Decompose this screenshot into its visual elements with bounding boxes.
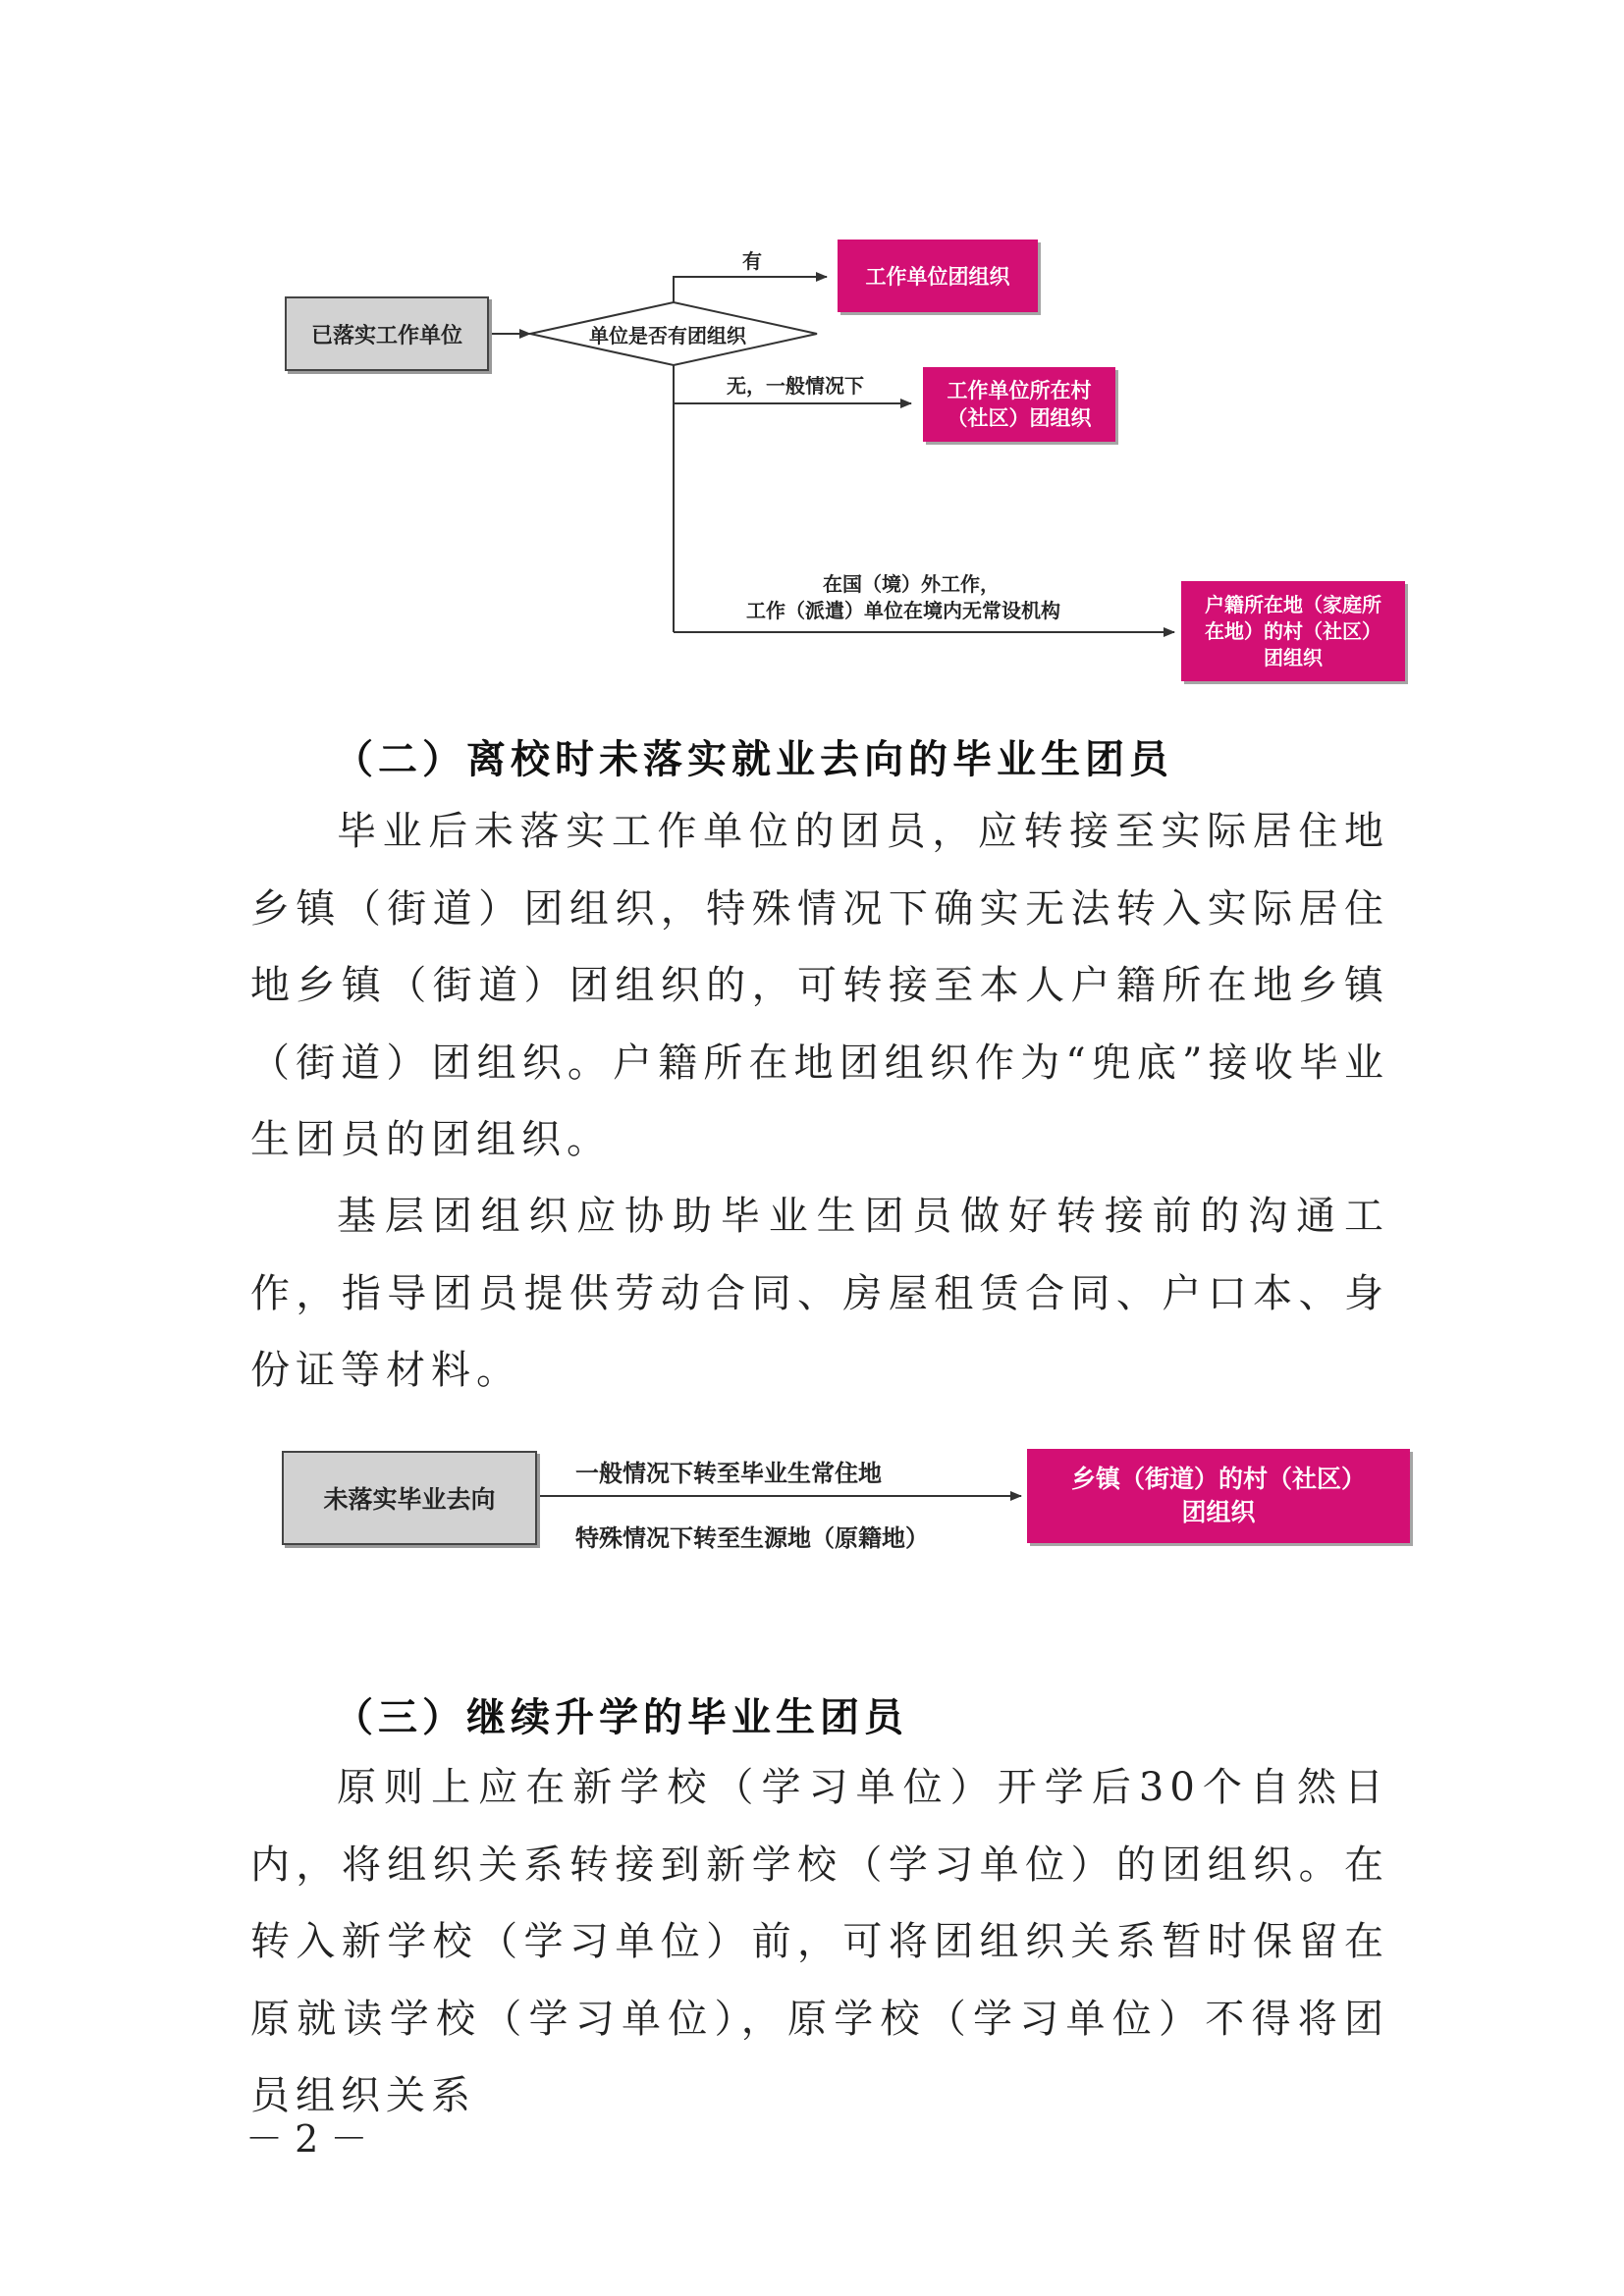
section2-paragraph-1: 毕业后未落实工作单位的团员，应转接至实际居住地乡镇（街道）团组织，特殊情况下确实无法转入实际居住地乡镇（街道）团组织的，可转接至本人户籍所在地乡镇（街道）团组织。户籍所在地团组织作为“兜底”接收毕业生团员的团组织。: [250, 809, 1389, 1162]
fc2-start-label: 未落实毕业去向: [323, 1485, 496, 1514]
fc1-no-label: 无，一般情况下: [727, 374, 864, 398]
fc2-start-box: [282, 1451, 537, 1545]
arrow-yes-branch: [674, 277, 827, 302]
fc1-target-yes: [838, 240, 1038, 312]
section2-heading: （二）离校时未落实就业去向的毕业生团员: [334, 736, 1173, 782]
fc1-target-yes-label: 工作单位团组织: [865, 265, 1010, 289]
fc1-target-no-line2: （社区）团组织: [947, 406, 1092, 430]
fc1-target-abroad-line1: 户籍所在地（家庭所: [1205, 592, 1381, 616]
fc2-target-line1: 乡镇（街道）的村（社区）: [1070, 1465, 1366, 1493]
fc1-abroad-label-line1: 在国（境）外工作，: [823, 572, 1000, 596]
fc2-label-top: 一般情况下转至毕业生常住地: [575, 1460, 882, 1487]
fc2-target: [1027, 1449, 1410, 1543]
fc1-decision-label: 单位是否有团组织: [589, 324, 746, 347]
fc2-label-bottom: 特殊情况下转至生源地（原籍地）: [575, 1524, 929, 1552]
fc1-abroad-label-line2: 工作（派遣）单位在境内无常设机构: [746, 599, 1060, 622]
fc1-target-abroad-line3: 团组织: [1264, 645, 1323, 669]
fc1-target-abroad-line2: 在地）的村（社区）: [1205, 618, 1381, 643]
fc1-start-box: [285, 296, 489, 371]
fc1-target-no-line1: 工作单位所在村: [947, 379, 1092, 402]
page-number: － 2 －: [245, 2117, 368, 2161]
fc1-start-label: 已落实工作单位: [310, 323, 462, 348]
section3-heading: （三）继续升学的毕业生团员: [334, 1694, 908, 1740]
section3-paragraph-1: 原则上应在新学校（学习单位）开学后30个自然日内，将组织关系转接到新学校（学习单位）的团组织。在转入新学校（学习单位）前，可将团组织关系暂时保留在原就读学校（学习单位），原学校（学习单位）不得将团员组织关系: [250, 1765, 1389, 2118]
fc2-target-line2: 团组织: [1181, 1498, 1256, 1526]
fc1-target-abroad: [1181, 581, 1405, 681]
fc1-yes-label: 有: [742, 249, 762, 273]
section2-paragraph-2: 基层团组织应协助毕业生团员做好转接前的沟通工作，指导团员提供劳动合同、房屋租赁合同、户口本、身份证等材料。: [250, 1194, 1389, 1393]
fc1-target-no: [923, 367, 1115, 442]
